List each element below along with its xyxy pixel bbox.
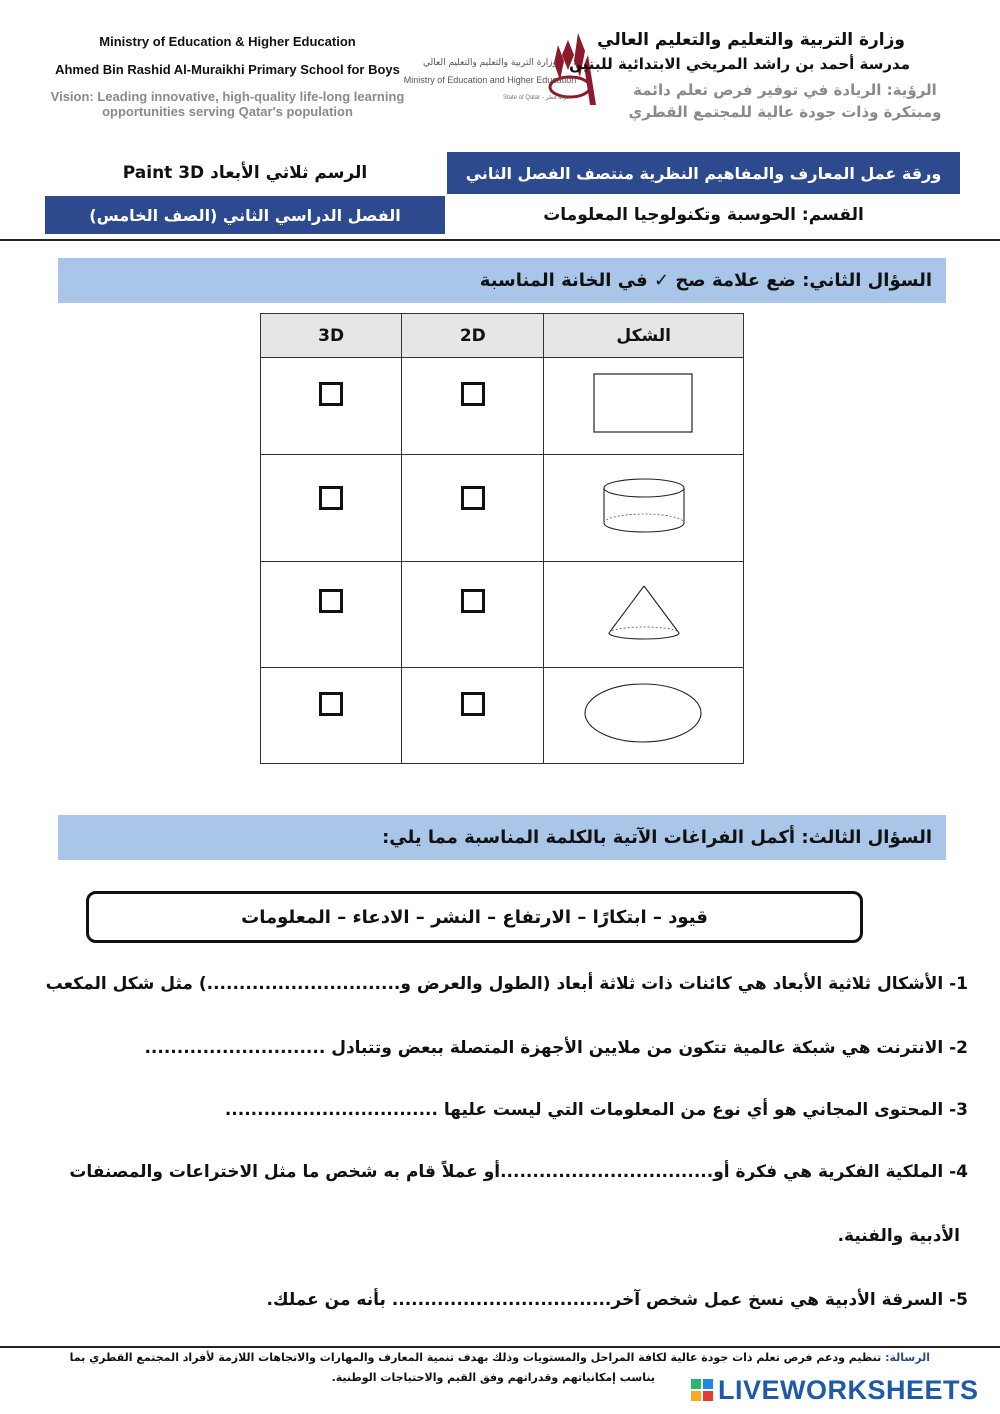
logo-ar-text: وزارة التربية والتعليم والتعليم العالي xyxy=(423,58,557,68)
col-shape-header: الشكل xyxy=(544,314,744,358)
table-row xyxy=(261,358,744,455)
cylinder-icon xyxy=(589,471,699,541)
table-row xyxy=(261,562,744,668)
cell-3d xyxy=(261,668,402,764)
cone-icon xyxy=(589,578,699,648)
footer-message-line-2: يناسب إمكانياتهم وقدراتهم وفق القيم والاحتياجات الوطنية. xyxy=(331,1371,655,1384)
table-row xyxy=(261,668,744,764)
topic-title: الرسم ثلاثي الأبعاد Paint 3D xyxy=(122,163,368,183)
header-school-ar: مدرسة أحمد بن راشد المريخي الابتدائية للبنين xyxy=(569,55,910,73)
fill-blank-5[interactable]: 5- السرقة الأدبية هي نسخ عمل شخص آخر.................................. بأنه من عملك. xyxy=(266,1290,968,1310)
checkbox-3d-row4[interactable] xyxy=(319,692,343,716)
cell-3d xyxy=(261,562,402,668)
header-divider xyxy=(0,239,1000,241)
cell-shape xyxy=(544,562,744,668)
header-school-en: Ahmed Bin Rashid Al-Muraikhi Primary School for Boys xyxy=(55,62,400,77)
semester-label: الفصل الدراسي الثاني (الصف الخامس) xyxy=(45,196,445,234)
col-3d-header: 3D xyxy=(261,314,402,358)
logo-en-text: Ministry of Education and Higher Education xyxy=(403,75,577,85)
footer-divider xyxy=(0,1346,1000,1348)
checkbox-3d-row3[interactable] xyxy=(319,589,343,613)
ellipse-icon xyxy=(579,679,709,749)
cell-shape xyxy=(544,358,744,455)
cell-3d xyxy=(261,455,402,562)
department-label: القسم: الحوسبة وتكنولوجيا المعلومات xyxy=(543,205,864,225)
checkbox-2d-row1[interactable] xyxy=(461,382,485,406)
footer-message xyxy=(70,1351,930,1364)
fill-blank-1[interactable]: 1- الأشكال ثلاثية الأبعاد هي كائنات ذات ثلاثة أبعاد (الطول والعرض و..............................) مثل شكل المكعب xyxy=(45,974,968,994)
cell-2d xyxy=(402,562,544,668)
footer-message-line-1: تنظيم ودعم فرص تعلم ذات جودة عالية لكافة المراحل والمستويات وذلك بهدف تنمية المعارف والمهارات والاتجاهات اللازمة لأفراد المجتمع القطري بما xyxy=(69,1351,882,1364)
worksheet-title: ورقة عمل المعارف والمفاهيم النظرية منتصف الفصل الثاني xyxy=(447,152,960,194)
header-ministry-ar: وزارة التربية والتعليم والتعليم العالي xyxy=(597,30,905,50)
cell-shape xyxy=(544,668,744,764)
liveworksheets-brand: LIVEWORKSHEETS xyxy=(718,1374,979,1405)
rectangle-icon xyxy=(589,369,699,439)
checkbox-2d-row3[interactable] xyxy=(461,589,485,613)
checkbox-3d-row2[interactable] xyxy=(319,486,343,510)
checkbox-2d-row2[interactable] xyxy=(461,486,485,510)
fill-blank-2[interactable]: 2- الانترنت هي شبكة عالمية تتكون من ملايين الأجهزة المتصلة ببعض وتتبادل ............................ xyxy=(144,1038,968,1058)
cell-2d xyxy=(402,358,544,455)
header-vision-ar: الرؤية: الريادة في توفير فرص تعلم دائمة ومبتكرة وذات جودة عالية للمجتمع القطري xyxy=(628,81,942,121)
liveworksheets-icon xyxy=(690,1378,714,1402)
header-ministry-en: Ministry of Education & Higher Education xyxy=(99,34,356,49)
question-3-title: السؤال الثالث: أكمل الفراغات الآتية بالكلمة المناسبة مما يلي: xyxy=(58,815,946,860)
footer-message-label: الرسالة: xyxy=(885,1351,930,1364)
logo-sub-text: State of Qatar - دولة قطر xyxy=(502,95,570,101)
col-2d-header: 2D xyxy=(402,314,544,358)
shapes-table xyxy=(260,313,744,764)
cell-3d xyxy=(261,358,402,455)
word-bank: قيود – ابتكارًا – الارتفاع – النشر – الادعاء – المعلومات xyxy=(86,891,863,943)
cell-shape xyxy=(544,455,744,562)
checkbox-2d-row4[interactable] xyxy=(461,692,485,716)
header-vision-en: Vision: Leading innovative, high-quality life-long learning opportunities serving Qatar's population xyxy=(50,89,405,119)
cell-2d xyxy=(402,668,544,764)
cell-2d xyxy=(402,455,544,562)
table-header-row xyxy=(261,314,744,358)
fill-blank-3[interactable]: 3- المحتوى المجاني هو أي نوع من المعلومات التي ليست عليها ................................. xyxy=(224,1100,968,1120)
table-row xyxy=(261,455,744,562)
fill-blank-4-continuation: الأدبية والفنية. xyxy=(837,1226,960,1246)
fill-blank-4[interactable]: 4- الملكية الفكرية هي فكرة أو.................................أو عملاً قام به شخص ما مثل الاختراعات والمصنفات xyxy=(69,1162,968,1182)
liveworksheets-logo[interactable] xyxy=(690,1375,979,1405)
question-2-title: السؤال الثاني: ضع علامة صح ✓ في الخانة المناسبة xyxy=(58,258,946,303)
checkbox-3d-row1[interactable] xyxy=(319,382,343,406)
